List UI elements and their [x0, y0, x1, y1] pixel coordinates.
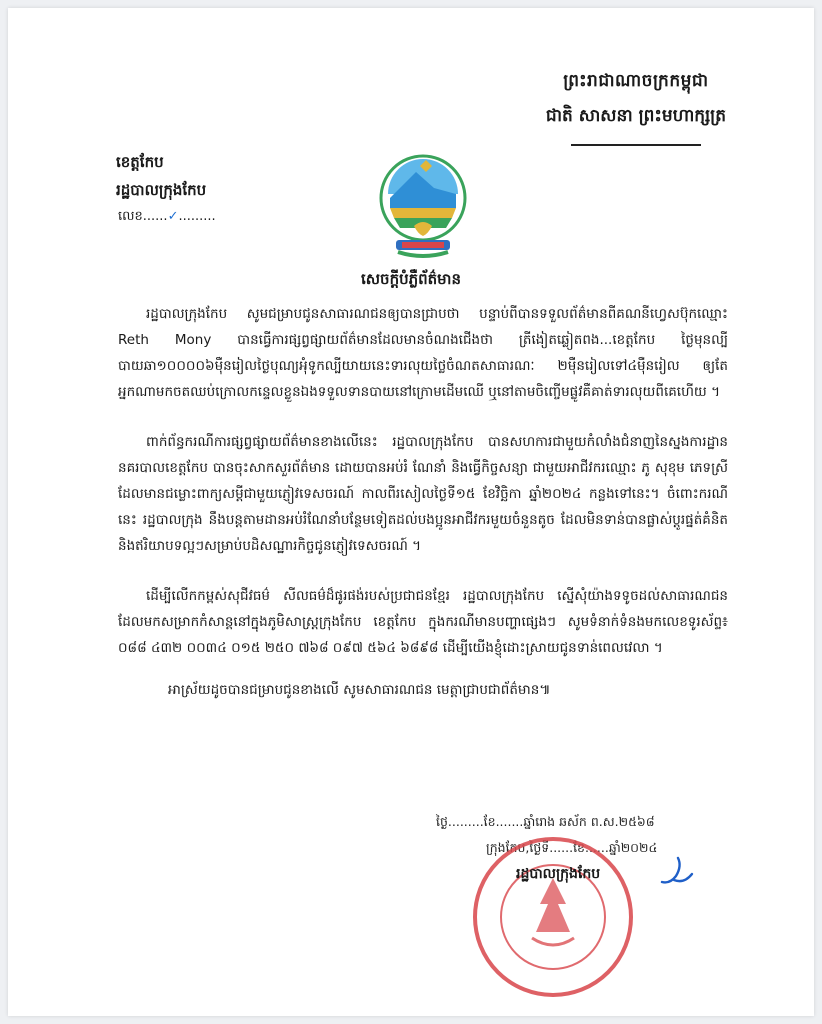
closing-line: អាស្រ័យដូចបានជម្រាបជូនខាងលើ សូមសាធារណជន មេត្តាជ្រាបជាព័ត៌មាន៕ [168, 682, 551, 698]
sender-administration: រដ្ឋបាលក្រុងកែប [116, 181, 207, 199]
paragraph-2: ពាក់ព័ន្ធករណីការផ្សព្វផ្សាយព័ត៌មានខាងលើនេះ រដ្ឋបាលក្រុងកែប បានសហការជាមួយកំលាំងជំនាញនៃស្នងការដ្ឋាននគរបាលខេត្តកែប បានចុះសាកសួរព័ត៌មាន ដោយបានអប់រំ ណែនាំ និងធ្វើកិច្ចសន្យា ជាមួយអាជីវករឈ្មោះ ភូ សុខុម ភេទស្រី ដែលមានជម្លោះពាក្យសម្តីជាមួយភ្ញៀវទេសចរណ៍ កាលពីរសៀលថ្ងៃទី១៥ ខែវិច្ឆិកា ឆ្នាំ២០២៤ កន្លងទៅនេះ។ ចំពោះករណីនេះ រដ្ឋបាលក្រុង នឹងបន្តតាមដានអប់រំណែនាំបន្ថែមទៀតដល់បងប្អូនអាជីវករមួយចំនួនតូច ដែលមិនទាន់បានផ្លាស់ប្តូរផ្នត់គំនិត និងឥរិយាបទល្អៗសម្រាប់បដិសណ្ឋារកិច្ចជូនភ្ញៀវទេសចរណ៍ ។ [118, 434, 728, 554]
solar-date: ក្រុងកែប,ថ្ងៃទី......ខែ......ឆ្នាំ២០២៤ [486, 840, 658, 855]
reference-label: លេខ...... [118, 209, 168, 224]
kingdom-header [546, 70, 726, 146]
paragraph-3: ដើម្បីលើកកម្ពស់សុជីវធម៌ សីលធម៌ដ៏ផូរផង់របស់ប្រជាជនខ្មែរ រដ្ឋបាលក្រុងកែប ស្នើសុំយ៉ាងទទូចដល់សាធារណជន ដែលមកសម្រាកកំសាន្តនៅក្នុងភូមិសាស្ត្រក្រុងកែប ខេត្តកែប ក្នុងករណីមានបញ្ហាផ្សេងៗ សូមទំនាក់ទំនងមកលេខទូរស័ព្ទ៖ ០៨៨ ៤៣២ ០០៣៤ ០១៥ ២៥០ ៧៦៨ ០៩៧ ៥៦៤ ៦៨៩៨ ដើម្បីយើងខ្ញុំដោះស្រាយជូនទាន់ពេលវេលា ។ [118, 588, 728, 656]
letter-body [118, 301, 728, 727]
reference-number [118, 208, 216, 227]
signatory-name: រដ្ឋបាលក្រុងកែប [516, 866, 601, 882]
sender-province: ខេត្តកែប [116, 153, 164, 171]
kep-city-emblem-logo [376, 148, 470, 264]
paragraph-1: រដ្ឋបាលក្រុងកែប សូមជម្រាបជូនសាធារណជនឲ្យបានជ្រាបថា បន្ទាប់ពីបានទទួលព័ត៌មានពីគណនីហ្វេសប៊ុកឈ្មោះ Reth Mony បានធ្វើការផ្សព្វផ្សាយព័ត៌មានដែលមានចំណងជើងថា ត្រីងៀតឆ្លៀតពង...ខេត្តកែប ថ្ងៃមុនល្បីបាយឆា១០០០០៦ម៉ឺនរៀលថ្ងៃបុណ្យអុំទូកល្បីយាយនេះទារលុយថ្លៃចំណតសាធារណៈ ២ម៉ឺនរៀលទៅ៤ម៉ឺនរៀល ឲ្យតែអ្នកណាមកចតឈប់ក្រោលកន្ទេលខ្លួនឯងទទួលទានបាយនៅក្រោមដើមឈើ ឬនៅតាមចិញ្ចើមផ្លូវគឺគាត់ទារលុយពីគេហើយ ។ [118, 306, 728, 400]
document-title: សេចក្តីបំភ្លឺព័ត៌មាន [361, 270, 461, 288]
sender-block [116, 148, 206, 204]
kingdom-name: ព្រះរាជាណាចក្រកម្ពុជា [563, 71, 709, 91]
national-motto: ជាតិ សាសនា ព្រះមហាក្សត្រ [545, 106, 726, 126]
check-mark-icon: ✓ [167, 209, 179, 224]
motto-ornament-divider [571, 136, 701, 146]
lunar-date: ថ្ងៃ.........ខែ.......ឆ្នាំរោង ឆស័ក ព.ស.២៥៦៨ [436, 814, 655, 829]
reference-dots: ......... [178, 209, 216, 224]
document-page [8, 8, 814, 1016]
handwritten-signature [656, 854, 696, 890]
official-seal-stamp [470, 834, 636, 1000]
